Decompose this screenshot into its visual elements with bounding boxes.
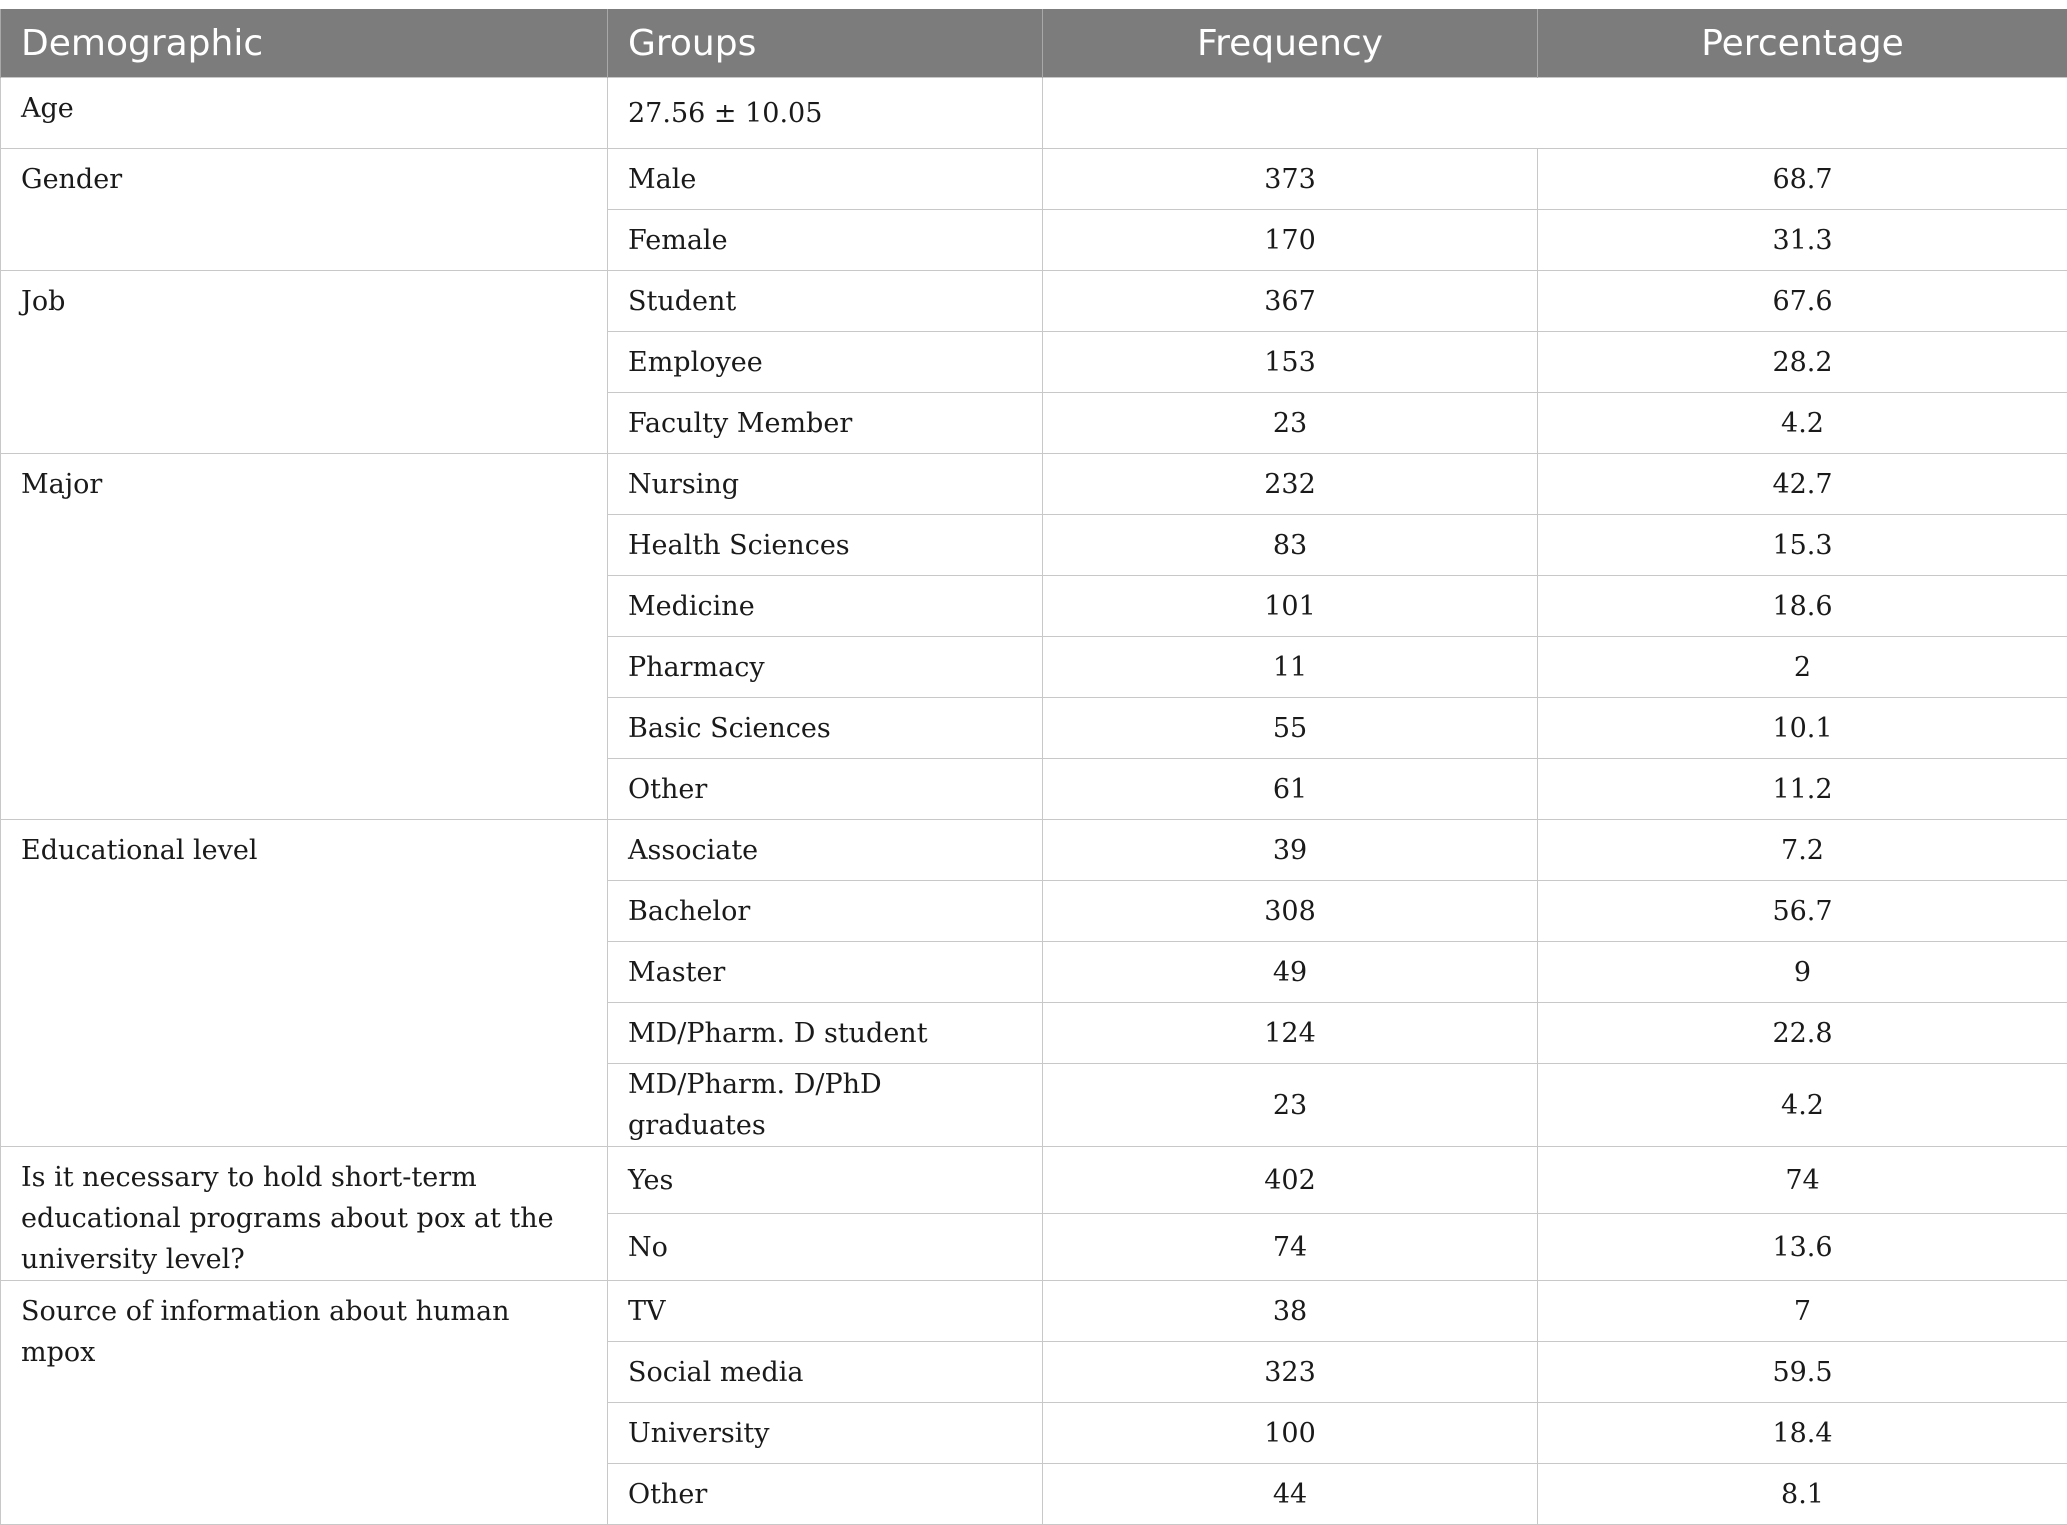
group-cell: Yes (608, 1147, 1043, 1214)
percentage-cell: 10.1 (1538, 698, 2067, 759)
table-row (1, 1281, 2067, 1342)
group-cell: MD/Pharm. D/PhD graduates (608, 1064, 1043, 1147)
group-cell: Employee (608, 332, 1043, 393)
frequency-cell: 74 (1043, 1214, 1538, 1281)
demographics-table-container (0, 9, 2067, 1525)
empty-merged-cell (1043, 78, 2067, 149)
group-cell: Nursing (608, 454, 1043, 515)
frequency-cell: 38 (1043, 1281, 1538, 1342)
demographic-cell: Educational level (1, 820, 608, 1147)
frequency-cell: 101 (1043, 576, 1538, 637)
demographic-cell: Major (1, 454, 608, 820)
group-cell: Social media (608, 1342, 1043, 1403)
percentage-cell: 59.5 (1538, 1342, 2067, 1403)
demographic-cell: Job (1, 271, 608, 454)
group-cell: Associate (608, 820, 1043, 881)
percentage-cell: 2 (1538, 637, 2067, 698)
frequency-cell: 170 (1043, 210, 1538, 271)
frequency-cell: 11 (1043, 637, 1538, 698)
table-row (1, 820, 2067, 881)
demographic-cell: Gender (1, 149, 608, 271)
frequency-cell: 373 (1043, 149, 1538, 210)
header-percentage: Percentage (1538, 9, 2067, 78)
group-cell: Bachelor (608, 881, 1043, 942)
table-row (1, 271, 2067, 332)
group-cell: Basic Sciences (608, 698, 1043, 759)
frequency-cell: 308 (1043, 881, 1538, 942)
percentage-cell: 18.4 (1538, 1403, 2067, 1464)
group-cell: Female (608, 210, 1043, 271)
table-row (1, 149, 2067, 210)
group-cell: Other (608, 759, 1043, 820)
table-body (1, 78, 2067, 1525)
frequency-cell: 23 (1043, 1064, 1538, 1147)
frequency-cell: 23 (1043, 393, 1538, 454)
table-row (1, 78, 2067, 149)
percentage-cell: 7.2 (1538, 820, 2067, 881)
frequency-cell: 39 (1043, 820, 1538, 881)
percentage-cell: 74 (1538, 1147, 2067, 1214)
group-cell: Medicine (608, 576, 1043, 637)
percentage-cell: 18.6 (1538, 576, 2067, 637)
frequency-cell: 323 (1043, 1342, 1538, 1403)
frequency-cell: 367 (1043, 271, 1538, 332)
percentage-cell: 15.3 (1538, 515, 2067, 576)
frequency-cell: 232 (1043, 454, 1538, 515)
percentage-cell: 9 (1538, 942, 2067, 1003)
percentage-cell: 42.7 (1538, 454, 2067, 515)
percentage-cell: 4.2 (1538, 1064, 2067, 1147)
header-demographic: Demographic (1, 9, 608, 78)
percentage-cell: 7 (1538, 1281, 2067, 1342)
group-cell: University (608, 1403, 1043, 1464)
percentage-cell: 31.3 (1538, 210, 2067, 271)
group-cell: Male (608, 149, 1043, 210)
frequency-cell: 49 (1043, 942, 1538, 1003)
table-row (1, 1147, 2067, 1214)
group-cell: Pharmacy (608, 637, 1043, 698)
demographic-cell: Is it necessary to hold short-term educational programs about pox at the university level? (1, 1147, 608, 1281)
group-cell: TV (608, 1281, 1043, 1342)
percentage-cell: 56.7 (1538, 881, 2067, 942)
percentage-cell: 68.7 (1538, 149, 2067, 210)
group-cell: Health Sciences (608, 515, 1043, 576)
group-cell: 27.56 ± 10.05 (608, 78, 1043, 149)
table-row (1, 454, 2067, 515)
percentage-cell: 8.1 (1538, 1464, 2067, 1525)
percentage-cell: 11.2 (1538, 759, 2067, 820)
percentage-cell: 67.6 (1538, 271, 2067, 332)
frequency-cell: 153 (1043, 332, 1538, 393)
frequency-cell: 124 (1043, 1003, 1538, 1064)
frequency-cell: 44 (1043, 1464, 1538, 1525)
percentage-cell: 4.2 (1538, 393, 2067, 454)
frequency-cell: 100 (1043, 1403, 1538, 1464)
percentage-cell: 28.2 (1538, 332, 2067, 393)
demographic-cell: Age (1, 78, 608, 149)
frequency-cell: 83 (1043, 515, 1538, 576)
percentage-cell: 22.8 (1538, 1003, 2067, 1064)
group-cell: MD/Pharm. D student (608, 1003, 1043, 1064)
group-cell: No (608, 1214, 1043, 1281)
demographics-table (0, 9, 2067, 1525)
header-row (1, 9, 2067, 78)
frequency-cell: 55 (1043, 698, 1538, 759)
frequency-cell: 402 (1043, 1147, 1538, 1214)
group-cell: Other (608, 1464, 1043, 1525)
group-cell: Faculty Member (608, 393, 1043, 454)
table-header (1, 9, 2067, 78)
group-cell: Student (608, 271, 1043, 332)
percentage-cell: 13.6 (1538, 1214, 2067, 1281)
demographic-cell: Source of information about human mpox (1, 1281, 608, 1525)
header-frequency: Frequency (1043, 9, 1538, 78)
frequency-cell: 61 (1043, 759, 1538, 820)
group-cell: Master (608, 942, 1043, 1003)
header-groups: Groups (608, 9, 1043, 78)
